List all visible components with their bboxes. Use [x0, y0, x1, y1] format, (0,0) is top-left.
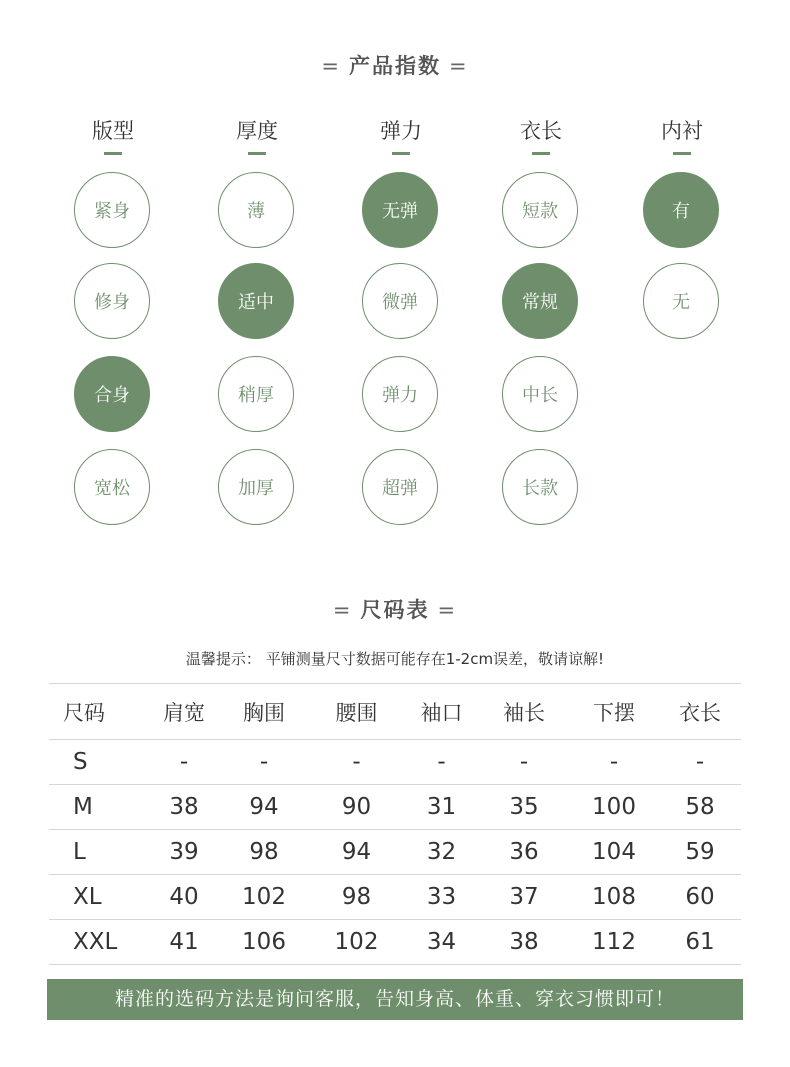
index-option: 无弹: [362, 172, 438, 248]
table-cell: 90: [309, 785, 404, 830]
table-cell: 104: [569, 830, 659, 875]
index-option: 无: [643, 263, 719, 339]
index-option: 常规: [502, 263, 578, 339]
table-row: [49, 785, 741, 830]
table-header-cell: 袖长: [479, 684, 569, 740]
table-row: [49, 875, 741, 920]
heading-underline: [104, 152, 122, 155]
index-column: [501, 116, 581, 499]
table-cell: -: [309, 740, 404, 785]
size-table-body: [49, 740, 741, 965]
index-option: 弹力: [362, 356, 438, 432]
table-cell: 106: [219, 920, 309, 965]
column-heading: 弹力: [380, 119, 422, 143]
size-table: [49, 683, 741, 965]
index-option: 长款: [502, 449, 578, 525]
table-cell: 61: [659, 920, 741, 965]
column-heading: 厚度: [236, 119, 278, 143]
index-option: 加厚: [218, 449, 294, 525]
table-cell: -: [479, 740, 569, 785]
table-cell: 58: [659, 785, 741, 830]
table-cell: 102: [309, 920, 404, 965]
table-cell: XL: [49, 875, 149, 920]
table-header-cell: 下摆: [569, 684, 659, 740]
heading-underline: [392, 152, 410, 155]
table-cell: XXL: [49, 920, 149, 965]
index-option: 合身: [74, 356, 150, 432]
index-column: [361, 116, 441, 499]
table-cell: 36: [479, 830, 569, 875]
table-cell: 102: [219, 875, 309, 920]
title-eq-left: =: [321, 54, 341, 78]
table-cell: 94: [309, 830, 404, 875]
product-index-title-text: 产品指数: [349, 54, 441, 78]
index-option: 修身: [74, 263, 150, 339]
column-heading: 内衬: [661, 119, 703, 143]
size-chart-title: [0, 594, 790, 624]
table-cell: 31: [404, 785, 479, 830]
index-option: 紧身: [74, 172, 150, 248]
table-cell: 40: [149, 875, 219, 920]
index-column: [73, 116, 153, 499]
index-column: [217, 116, 297, 499]
table-header-cell: 袖口: [404, 684, 479, 740]
index-option: 微弹: [362, 263, 438, 339]
table-header-cell: 肩宽: [149, 684, 219, 740]
heading-underline: [248, 152, 266, 155]
size-table-header: [49, 684, 741, 740]
table-cell: 112: [569, 920, 659, 965]
index-option: 中长: [502, 356, 578, 432]
title-eq-left: =: [332, 598, 353, 622]
table-cell: -: [219, 740, 309, 785]
product-index-title: [0, 50, 790, 80]
table-cell: 94: [219, 785, 309, 830]
table-cell: 37: [479, 875, 569, 920]
measurement-tip: 温馨提示： 平铺测量尺寸数据可能存在1-2cm误差，敬请谅解!: [185, 650, 605, 668]
heading-underline: [532, 152, 550, 155]
index-option: 稍厚: [218, 356, 294, 432]
table-cell: 38: [479, 920, 569, 965]
index-option: 有: [643, 172, 719, 248]
table-cell: 32: [404, 830, 479, 875]
table-cell: 100: [569, 785, 659, 830]
table-cell: L: [49, 830, 149, 875]
table-cell: 39: [149, 830, 219, 875]
table-cell: 41: [149, 920, 219, 965]
table-cell: -: [404, 740, 479, 785]
heading-underline: [673, 152, 691, 155]
advice-banner: 精准的选码方法是询问客服，告知身高、体重、穿衣习惯即可！: [47, 979, 743, 1020]
index-option: 宽松: [74, 449, 150, 525]
table-cell: -: [659, 740, 741, 785]
index-option: 适中: [218, 263, 294, 339]
table-cell: 38: [149, 785, 219, 830]
table-cell: M: [49, 785, 149, 830]
table-row: [49, 920, 741, 965]
table-cell: 108: [569, 875, 659, 920]
table-header-cell: 衣长: [659, 684, 741, 740]
index-column: [642, 116, 722, 313]
column-heading: 版型: [92, 119, 134, 143]
table-cell: S: [49, 740, 149, 785]
table-row: [49, 740, 741, 785]
table-header-cell: 腰围: [309, 684, 404, 740]
table-cell: 34: [404, 920, 479, 965]
table-cell: -: [149, 740, 219, 785]
table-cell: 33: [404, 875, 479, 920]
title-eq-right: =: [449, 54, 469, 78]
table-cell: 98: [219, 830, 309, 875]
column-heading: 衣长: [520, 119, 562, 143]
table-cell: 60: [659, 875, 741, 920]
table-cell: 59: [659, 830, 741, 875]
table-header-cell: 胸围: [219, 684, 309, 740]
index-option: 短款: [502, 172, 578, 248]
table-cell: 98: [309, 875, 404, 920]
table-cell: 35: [479, 785, 569, 830]
index-option: 超弹: [362, 449, 438, 525]
size-chart-title-text: 尺码表: [360, 598, 430, 622]
title-eq-right: =: [437, 598, 458, 622]
table-header-cell: 尺码: [49, 684, 149, 740]
table-cell: -: [569, 740, 659, 785]
index-option: 薄: [218, 172, 294, 248]
table-row: [49, 830, 741, 875]
